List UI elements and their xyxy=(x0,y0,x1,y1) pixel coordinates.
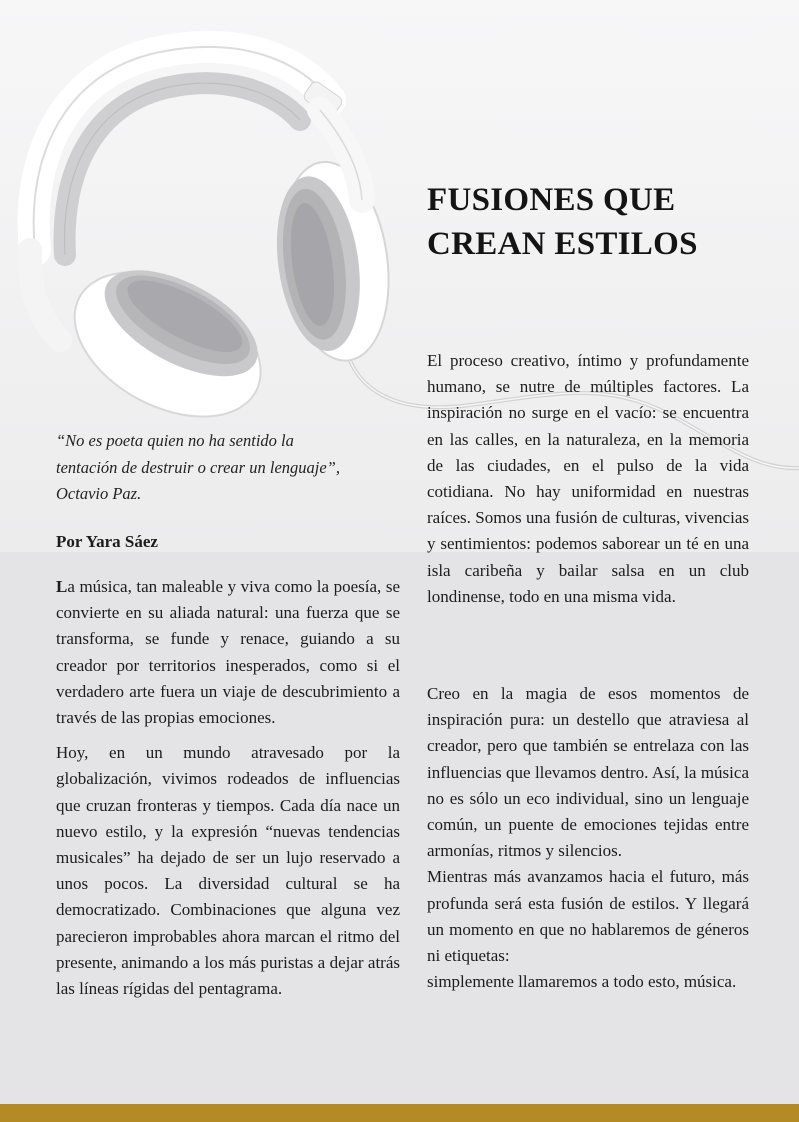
paragraph-closing: simplemente llamaremos a todo esto, música. xyxy=(427,972,737,992)
title-line-2: CREAN ESTILOS xyxy=(427,226,698,262)
paragraph-inspiration: Creo en la magia de esos momentos de inspiración pura: un destello que atraviesa al creador, pero que también se entrelaza con las influencias que llevamos dentro. Así, la música no es sólo un eco individual, sino un lenguaje común, un puente de emociones tejidas entre armonías, ritmos y silencios. xyxy=(427,684,749,861)
footer-accent-bar xyxy=(0,1104,799,1122)
epigraph-quote: “No es poeta quien no ha sentido la tentación de destruir o crear un lenguaje”, Octavio Paz. xyxy=(56,431,340,503)
paragraph-globalization: Hoy, en un mundo atravesado por la globalización, vivimos rodeados de influencias que cruzan fronteras y tiempos. Cada día nace un nuevo estilo, y la expresión “nuevas tendencias musicales” ha dejado de ser un lujo reservado a unos pocos. La diversidad cultural se ha democratizado. Combinaciones que alguna vez parecieron improbables ahora marcan el ritmo del presente, animando a los más puristas a dejar atrás las líneas rígidas del pentagrama. xyxy=(56,743,400,999)
right-column-top xyxy=(427,348,749,610)
title-line-1: FUSIONES QUE xyxy=(427,182,676,218)
article-title xyxy=(427,178,757,266)
left-column xyxy=(56,574,400,1002)
paragraph-creative-process: El proceso creativo, íntimo y profundamente humano, se nutre de múltiples factores. La inspiración no surge en el vacío: se encuentra en las calles, en la naturaleza, en la memoria de las ciudades, en el pulso de la vida cotidiana. No hay uniformidad en nuestras raíces. Somos una fusión de culturas, vivencias y sentimientos: podemos saborear un té en una isla caribeña y bailar salsa en un club londinense, todo en una misma vida. xyxy=(427,351,749,606)
paragraph-intro-text: a música, tan maleable y viva como la poesía, se convierte en su aliada natural: una fuerza que se transforma, se funde y renace, guiando a su creador por territorios inesperados, como si el verdadero arte fuera un viaje de descubrimiento a través de las propias emociones. xyxy=(56,577,400,728)
author-byline: Por Yara Sáez xyxy=(56,532,158,551)
drop-cap: L xyxy=(56,577,68,596)
paragraph-future: Mientras más avanzamos hacia el futuro, más profunda será esta fusión de estilos. Y llegará un momento en que no hablaremos de géneros ni etiquetas: xyxy=(427,867,749,966)
right-column-bottom xyxy=(427,681,749,995)
paragraph-intro xyxy=(56,574,400,731)
